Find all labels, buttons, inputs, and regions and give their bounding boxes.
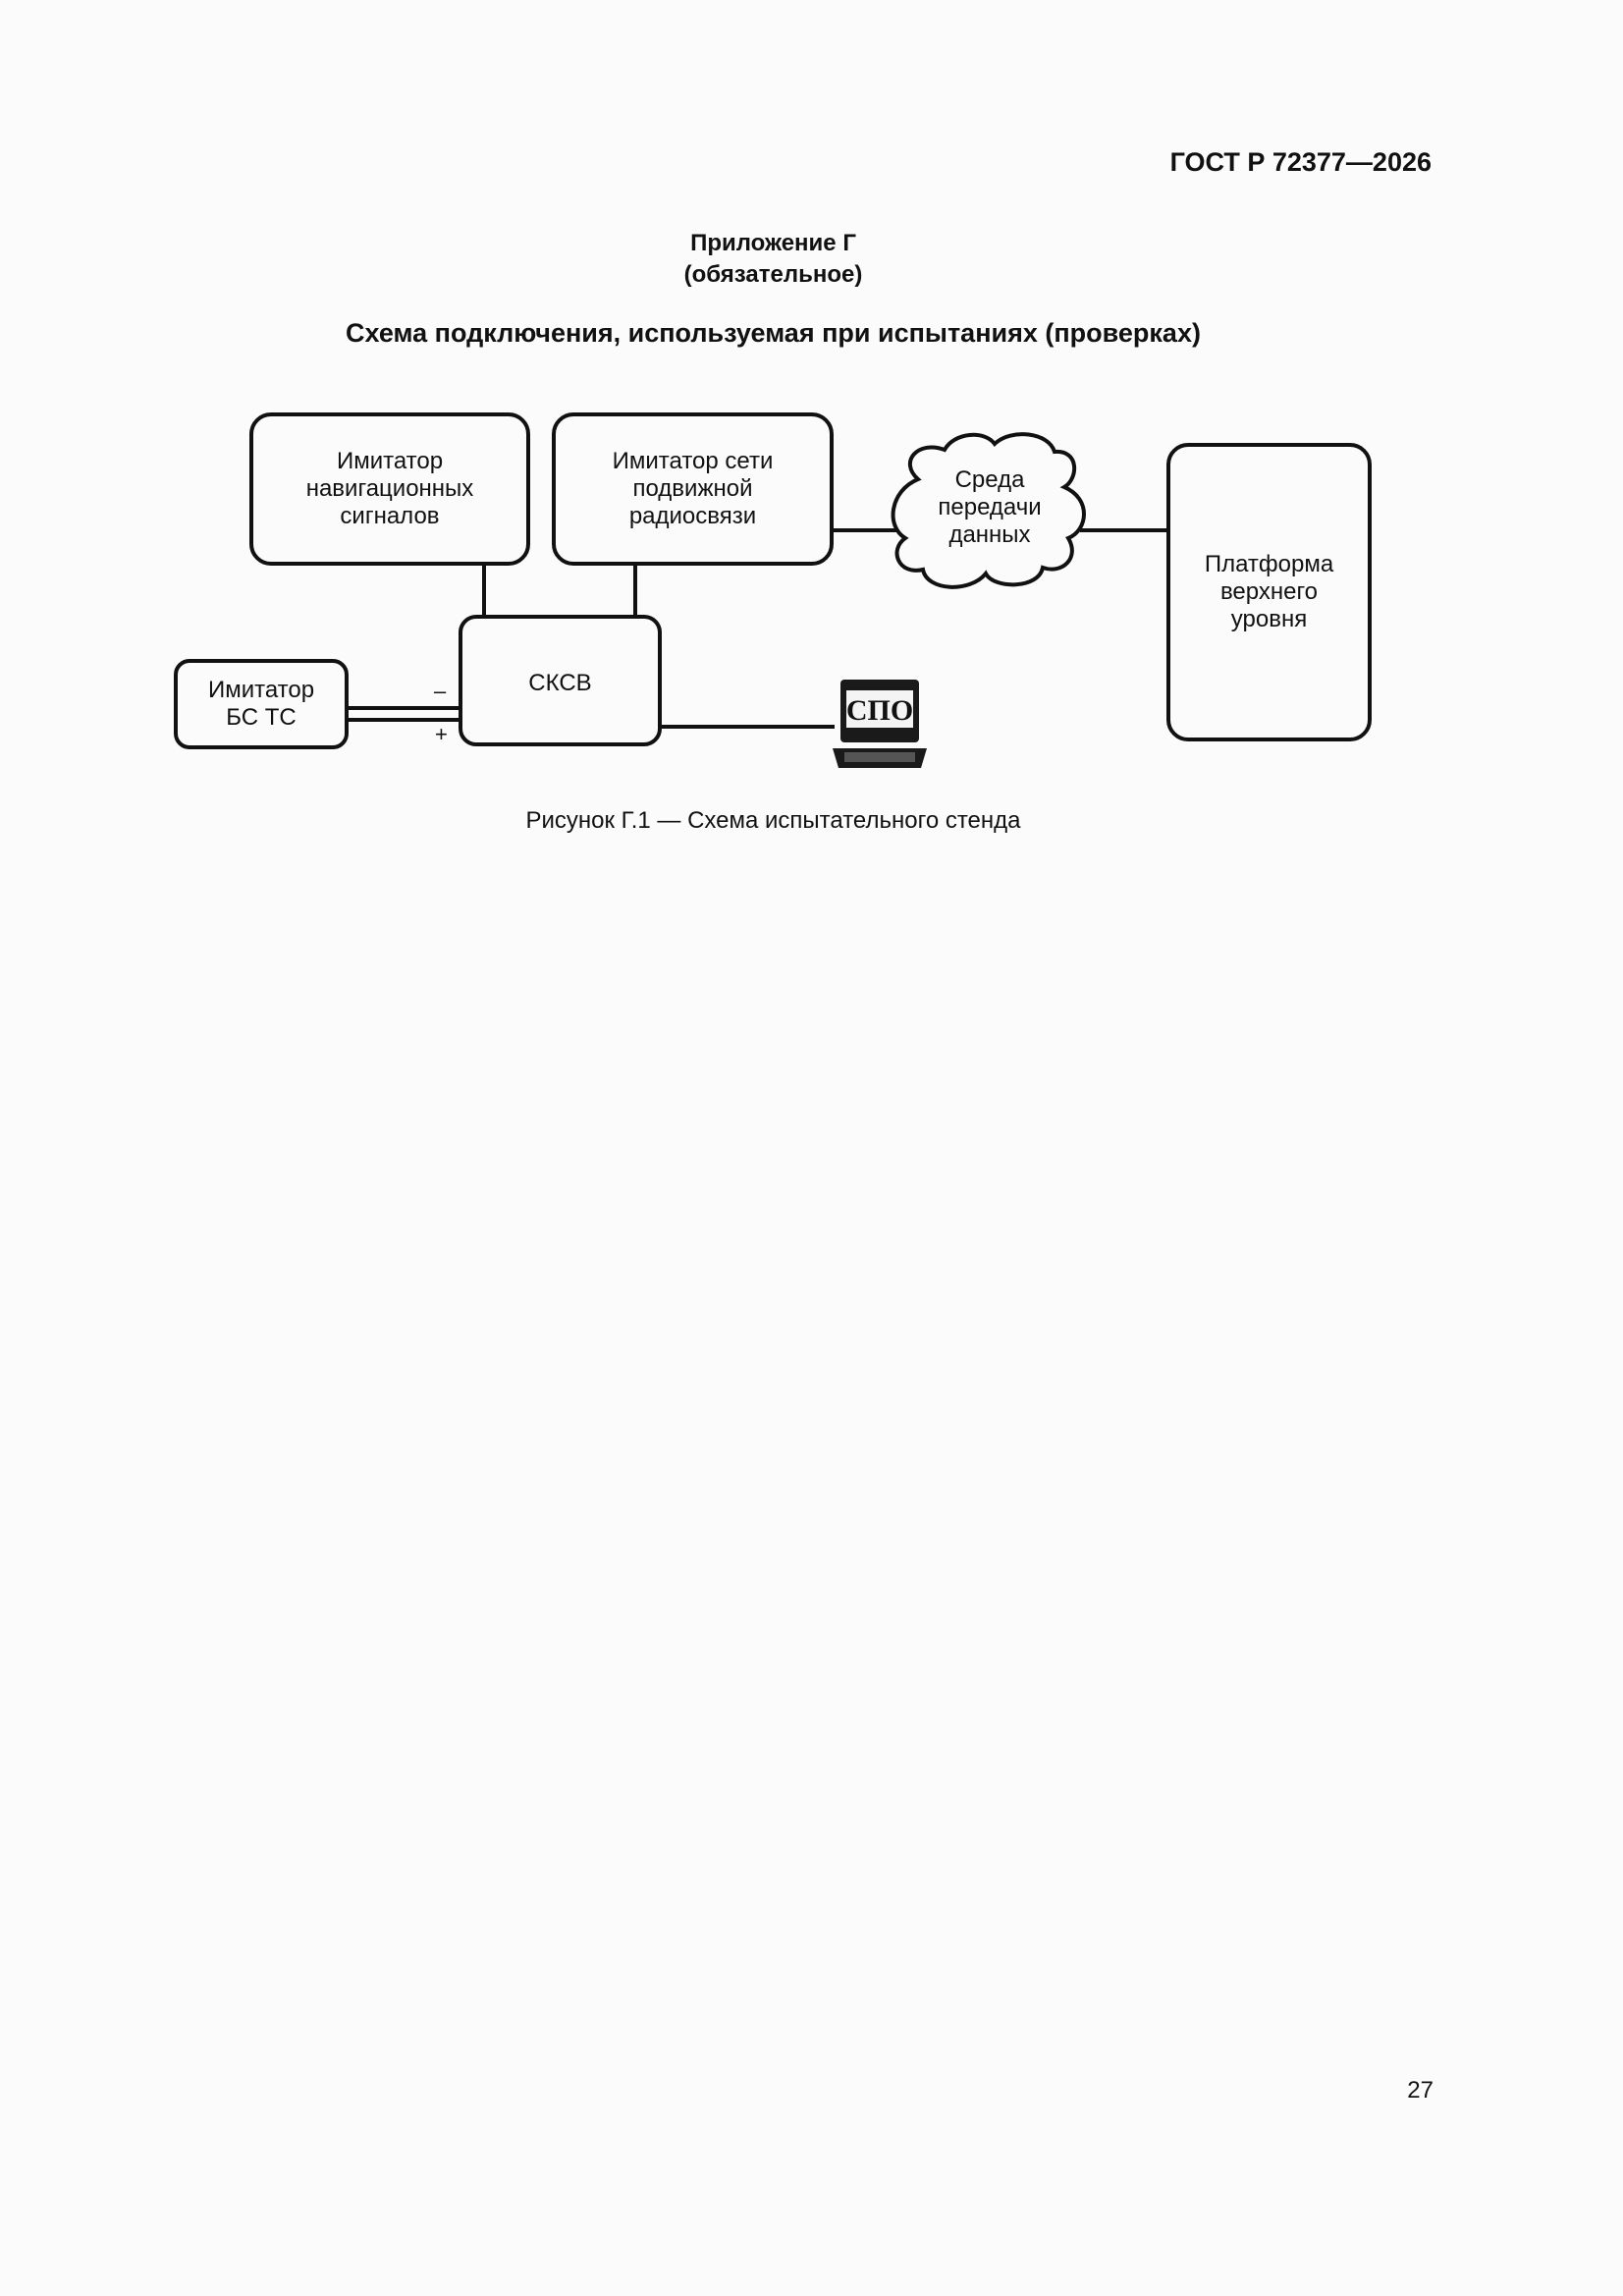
minus-sign: – (434, 679, 447, 703)
mobile-sim-line-1: Имитатор сети (612, 448, 774, 474)
bs-simulator-box (174, 659, 349, 749)
platform-line-3: уровня (1230, 606, 1308, 632)
page-number: 27 (1407, 2077, 1434, 2104)
mobile-sim-line-2: подвижной (632, 475, 753, 502)
platform-line-2: верхнего (1219, 578, 1319, 605)
document-code: ГОСТ Р 72377—2026 (1169, 147, 1432, 177)
appendix-status: (обязательное) (683, 261, 863, 288)
bs-sim-line-1: Имитатор (207, 677, 315, 703)
cloud-label-1: Среда (954, 466, 1025, 493)
bs-sim-line-2: БС ТС (226, 704, 297, 731)
spo-label: СПО (845, 694, 914, 727)
laptop-icon (833, 680, 927, 768)
sksv-box (459, 615, 662, 746)
plus-sign: + (435, 722, 448, 746)
platform-box (1166, 443, 1372, 741)
section-title: Схема подключения, используемая при испытаниях (проверках) (346, 318, 1201, 348)
sksv-label: СКСВ (528, 670, 592, 696)
nav-sim-line-3: сигналов (340, 503, 440, 529)
figure-caption: Рисунок Г.1 — Схема испытательного стенда (525, 807, 1021, 834)
nav-signal-simulator-box (249, 412, 530, 566)
mobile-sim-line-3: радиосвязи (628, 503, 757, 529)
nav-sim-line-1: Имитатор (336, 448, 444, 474)
nav-sim-line-2: навигационных (305, 475, 474, 502)
appendix-label: Приложение Г (690, 230, 856, 256)
cloud-label-3: данных (948, 521, 1031, 548)
mobile-network-simulator-box (552, 412, 834, 566)
platform-line-1: Платформа (1204, 551, 1334, 577)
cloud-label-2: передачи (938, 494, 1042, 520)
